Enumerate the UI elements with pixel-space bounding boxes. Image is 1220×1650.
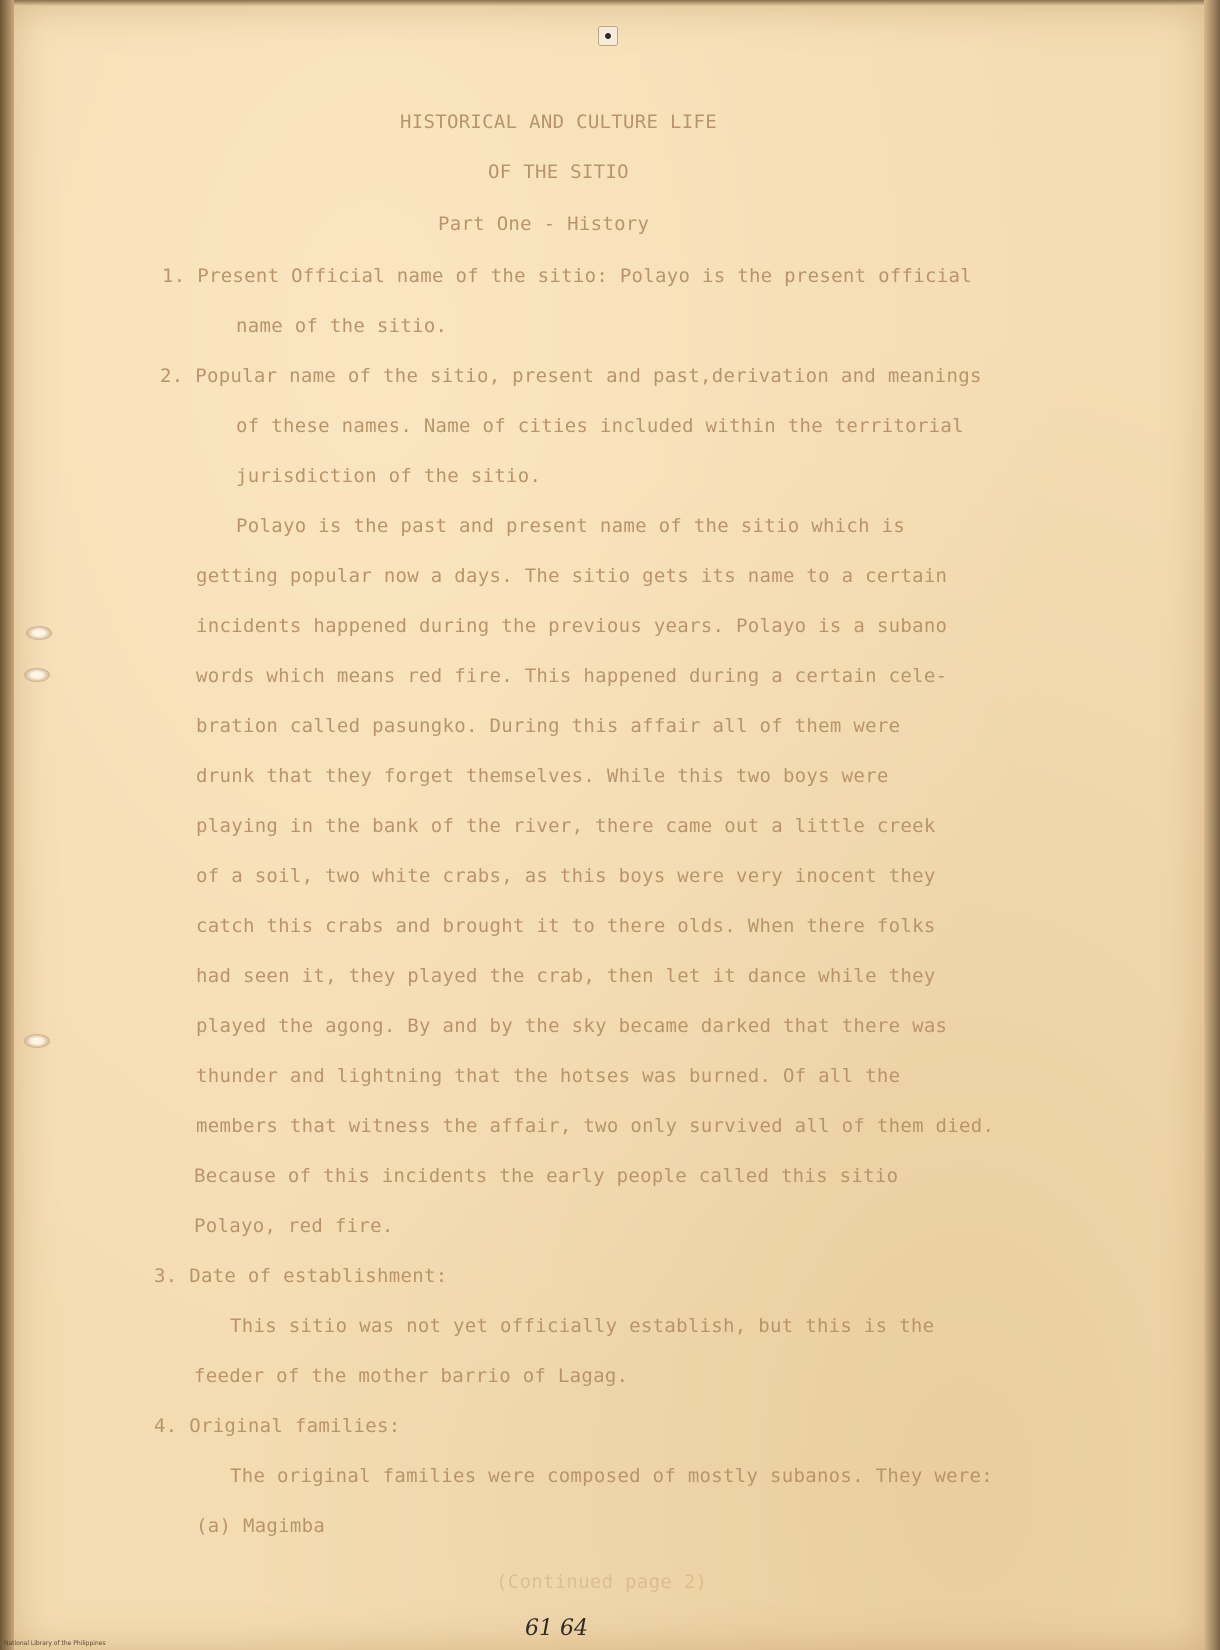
text-line: jurisdiction of the sitio.	[236, 465, 542, 487]
text-line: name of the sitio.	[236, 315, 448, 337]
page-top-edge	[14, 0, 1204, 6]
punch-hole	[26, 626, 52, 640]
text-line: Polayo, red fire.	[194, 1215, 394, 1237]
text-line: This sitio was not yet officially establish, but this is the	[230, 1315, 935, 1337]
handwritten-page-number: 61 64	[525, 1616, 588, 1641]
punch-hole	[24, 1034, 50, 1048]
text-line: Because of this incidents the early people called this sitio	[194, 1165, 899, 1187]
text-line: words which means red fire. This happened during a certain cele-	[196, 665, 948, 687]
text-line: getting popular now a days. The sitio gets its name to a certain	[196, 565, 948, 587]
text-line: Polayo is the past and present name of the sitio which is	[236, 515, 906, 537]
part-heading: Part One - History	[438, 213, 650, 235]
text-line: of a soil, two white crabs, as this boys were very inocent they	[196, 865, 936, 887]
text-line: drunk that they forget themselves. While this two boys were	[196, 765, 889, 787]
text-line: thunder and lightning that the hotses was burned. Of all the	[196, 1065, 901, 1087]
text-line: catch this crabs and brought it to there olds. When there folks	[196, 915, 936, 937]
text-line: incidents happened during the previous years. Polayo is a subano	[196, 615, 948, 637]
text-line: 2. Popular name of the sitio, present and past,derivation and meanings	[160, 365, 982, 387]
text-line: The original families were composed of mostly subanos. They were:	[230, 1465, 994, 1487]
text-line: members that witness the affair, two only survived all of them died.	[196, 1115, 995, 1137]
text-line: 4. Original families:	[154, 1415, 401, 1437]
archive-caption: National Library of the Philippines	[4, 1640, 106, 1647]
document-title-line1: HISTORICAL AND CULTURE LIFE	[400, 111, 717, 133]
punch-hole	[24, 668, 50, 682]
text-line: bration called pasungko. During this affair all of them were	[196, 715, 901, 737]
document-title-line2: OF THE SITIO	[488, 161, 629, 183]
text-line: (a) Magimba	[196, 1515, 326, 1537]
page-right-edge	[1204, 0, 1220, 1650]
text-line: had seen it, they played the crab, then let it dance while they	[196, 965, 936, 987]
continued-note: (Continued page 2)	[496, 1571, 708, 1593]
text-line: 1. Present Official name of the sitio: Polayo is the present official	[162, 265, 972, 287]
text-line: playing in the bank of the river, there came out a little creek	[196, 815, 936, 837]
page-left-edge	[0, 0, 14, 1650]
fastener-icon	[598, 26, 618, 46]
text-line: of these names. Name of cities included within the territorial	[236, 415, 964, 437]
text-line: feeder of the mother barrio of Lagag.	[194, 1365, 629, 1387]
text-line: played the agong. By and by the sky became darked that there was	[196, 1015, 948, 1037]
text-line: 3. Date of establishment:	[154, 1265, 448, 1287]
